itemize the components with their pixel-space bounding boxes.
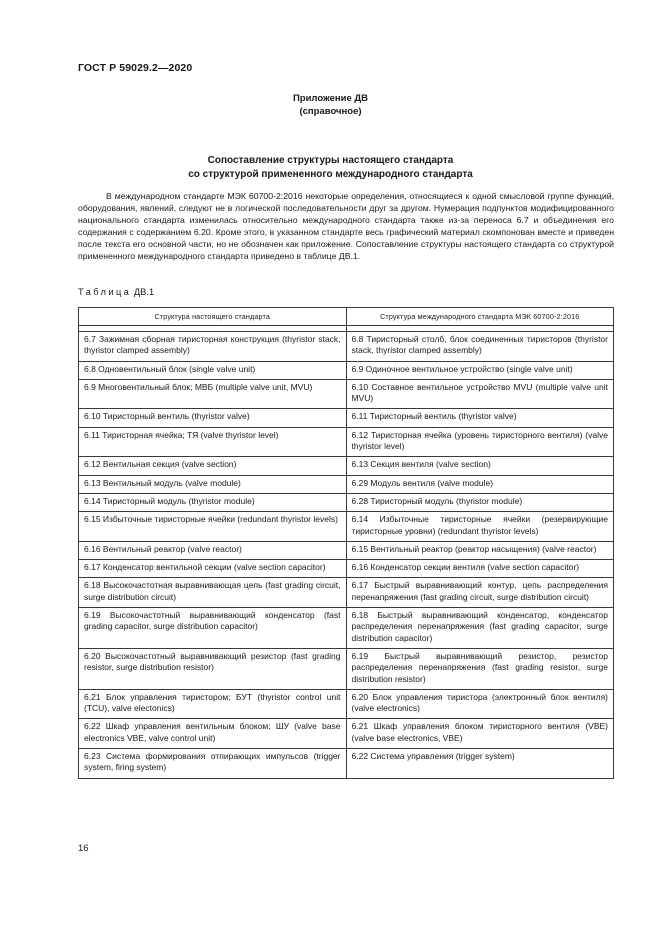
cell-national-clause: 6.19 Высокочастотный выравнивающий конденсатор (fast grading capacitor, surge distribution capacitor) (79, 608, 347, 649)
cell-national-clause: 6.13 Вентильный модуль (valve module) (79, 475, 347, 493)
table-row (79, 475, 614, 493)
table-row (79, 648, 614, 689)
cell-national-clause: 6.10 Тиристорный вентиль (thyristor valve) (79, 409, 347, 427)
section-heading (0, 154, 661, 181)
table-body (79, 326, 614, 779)
table-row (79, 608, 614, 649)
cell-national-clause: 6.17 Конденсатор вентильной секции (valve section capacitor) (79, 560, 347, 578)
cell-international-clause: 6.13 Секция вентиля (valve section) (346, 457, 614, 475)
appendix-title: Приложение ДВ (292, 93, 369, 104)
cell-international-clause: 6.18 Быстрый выравнивающий конденсатор, конденсатор распределения перенапряжения (fast grading capacitor, surge distribution capacitor) (346, 608, 614, 649)
document-id: ГОСТ Р 59029.2—2020 (78, 62, 193, 74)
header-international-structure: Структура международного стандарта МЭК 60700-2:2016 (346, 308, 614, 326)
cell-national-clause: 6.20 Высокочастотный выравнивающий резистор (fast grading resistor, surge distribution resistor) (79, 648, 347, 689)
section-heading-line-2: со структурой примененного международного стандарта (188, 168, 473, 180)
cell-international-clause: 6.21 Шкаф управления блоком тиристорного вентиля (VBE) (valve base electronics, VBE) (346, 719, 614, 749)
cell-national-clause: 6.22 Шкаф управления вентильным блоком; ШУ (valve base electronics VBE, valve control unit) (79, 719, 347, 749)
cell-international-clause: 6.9 Одиночное вентильное устройство (single valve unit) (346, 361, 614, 379)
table-row (79, 409, 614, 427)
cell-international-clause: 6.22 Система управления (trigger system) (346, 749, 614, 779)
appendix-subtitle: (справочное) (299, 105, 362, 117)
cell-national-clause: 6.18 Высокочастотная выравнивающая цепь (fast grading circuit, surge distribution circuit) (79, 578, 347, 608)
cell-international-clause: 6.15 Вентильный реактор (реактор насыщения) (valve reactor) (346, 541, 614, 559)
cell-national-clause: 6.21 Блок управления тиристором; БУТ (thyristor control unit (TCU), valve electonics) (79, 689, 347, 719)
table-row (79, 512, 614, 542)
cell-national-clause: 6.23 Система формирования отпирающих импульсов (trigger system, firing system) (79, 749, 347, 779)
table-row (79, 493, 614, 511)
cell-international-clause: 6.17 Быстрый выравнивающий контур, цепь распределения перенапряжения (fast grading circuit, surge distribution circuit) (346, 578, 614, 608)
table-header-row (79, 308, 614, 326)
cell-national-clause: 6.12 Вентильная секция (valve section) (79, 457, 347, 475)
table-row (79, 379, 614, 409)
header-national-structure: Структура настоящего стандарта (79, 308, 347, 326)
table-row (79, 332, 614, 362)
cell-international-clause: 6.14 Избыточные тиристорные ячейки (резервирующие тиристорные уровни) (redundant thyristor levels) (346, 512, 614, 542)
table-row (79, 560, 614, 578)
cell-international-clause: 6.12 Тиристорная ячейка (уровень тиристорного вентиля) (valve thyristor level) (346, 427, 614, 457)
table-row (79, 749, 614, 779)
cell-international-clause: 6.28 Тиристорный модуль (thyristor module) (346, 493, 614, 511)
intro-text: В международном стандарте МЭК 60700-2:2016 некоторые определения, относящиеся к одной смысловой группе функций, оборудования, явлений, следуют не в логической последовательности друг за другом. Нумерация подпунктов модифицированного национального стандарта изменилась относительно международного стандарта также из-за переноса 6.7 и объединения его содержания с содержанием 6.20. Кроме этого, в указанном стандарте весь графический материал скомпонован вместе и приведен после текста его основной части, но не обозначен как приложение. Сопоставление структуры настоящего стандарта со структурой примененного международного стандарта приведено в таблице ДВ.1. (78, 191, 614, 262)
cell-international-clause: 6.8 Тиристорный столб, блок соединенных тиристоров (thyristor stack, thyristor clamped assembly) (346, 332, 614, 362)
intro-paragraph (78, 190, 614, 263)
cell-international-clause: 6.11 Тиристорный вентиль (thyristor valve) (346, 409, 614, 427)
table-row (79, 689, 614, 719)
page-number: 16 (78, 843, 89, 854)
table-row (79, 457, 614, 475)
section-heading-line-1: Сопоставление структуры настоящего стандарта (207, 155, 454, 166)
cell-international-clause: 6.10 Составное вентильное устройство MVU (multiple valve unit MVU) (346, 379, 614, 409)
table-row (79, 578, 614, 608)
cell-international-clause: 6.29 Модуль вентиля (valve module) (346, 475, 614, 493)
table-caption-word: Таблица (78, 287, 132, 297)
cell-national-clause: 6.7 Зажимная сборная тиристорная конструкция (thyristor stack, thyristor clamped assembly) (79, 332, 347, 362)
cell-national-clause: 6.11 Тиристорная ячейка; ТЯ (valve thyristor level) (79, 427, 347, 457)
table-row (79, 719, 614, 749)
table-row (79, 361, 614, 379)
cell-national-clause: 6.16 Вентильный реактор (valve reactor) (79, 541, 347, 559)
appendix-heading (0, 93, 661, 118)
cell-national-clause: 6.15 Избыточные тиристорные ячейки (redundant thyristor levels) (79, 512, 347, 542)
table-caption-id: ДВ.1 (133, 287, 155, 297)
cell-international-clause: 6.16 Конденсатор секции вентиля (valve section capacitor) (346, 560, 614, 578)
table-caption (78, 287, 154, 297)
table-row (79, 427, 614, 457)
table-row (79, 541, 614, 559)
cell-international-clause: 6.20 Блок управления тиристора (электронный блок вентиля) (valve electronics) (346, 689, 614, 719)
cell-national-clause: 6.9 Многовентильный блок; МВБ (multiple valve unit, MVU) (79, 379, 347, 409)
cell-international-clause: 6.19 Быстрый выравнивающий резистор, резистор распределения перенапряжения (fast grading resistor, surge distribution resistor) (346, 648, 614, 689)
cell-national-clause: 6.8 Одновентильный блок (single valve unit) (79, 361, 347, 379)
comparison-table (78, 307, 614, 779)
cell-national-clause: 6.14 Тиристорный модуль (thyristor module) (79, 493, 347, 511)
